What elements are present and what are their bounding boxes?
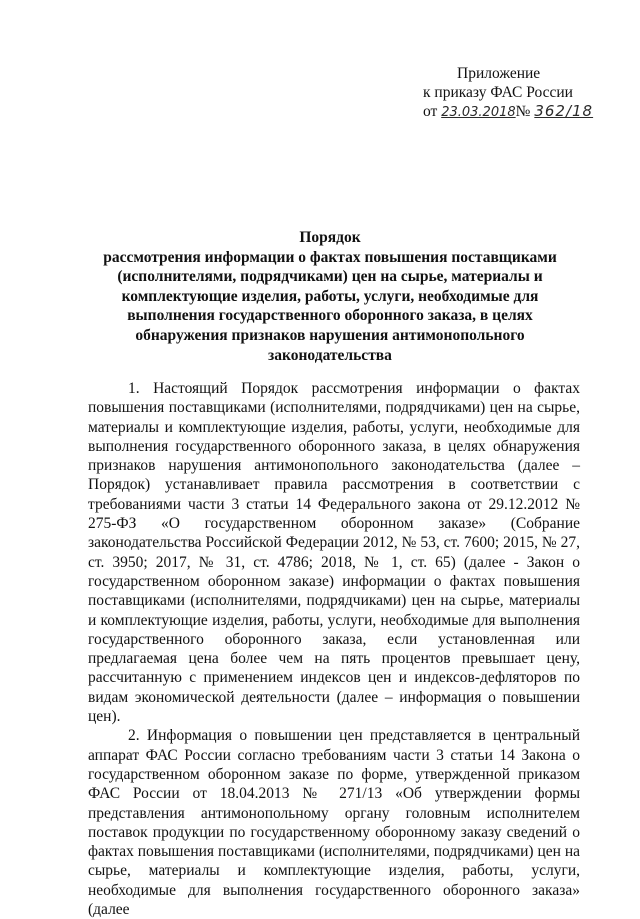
document-title (100, 228, 560, 365)
order-reference: к приказу ФАС России (423, 84, 573, 101)
title-heading: Порядок (299, 229, 361, 246)
title-subtitle: рассмотрения информации о фактах повышения поставщиками (исполнителями, подрядчиками) цен на сырье, материалы и комплектующие изделия, работы, услуги, необходимые для выполнения государственного оборонного заказа, в целях обнаружения признаков нарушения антимонопольного законодательства (103, 248, 557, 364)
number-sign: № (515, 103, 531, 120)
paragraph-2: 2. Информация о повышении цен представляется в центральный аппарат ФАС России согласно требованиям части 3 статьи 14 Закона о государственном оборонном заказе по форме, утвержденной приказом ФАС России от 18.04.2013 № 271/13 «Об утверждении формы представления антимонопольному органу головным исполнителем поставок продукции по государственному оборонному заказу сведений о фактах повышения поставщиками (исполнителями, подрядчиками) цен на сырье, материалы и комплектующие изделия, работы, услуги, необходимые для выполнения государственного оборонного заказа» (далее (88, 727, 580, 919)
paragraph-1: 1. Настоящий Порядок рассмотрения информации о фактах повышения поставщиками (исполнителями, подрядчиками) цен на сырье, материалы и комплектующие изделия, работы, услуги, необходимые для выполнения государственного оборонного заказа, в целях обнаружения признаков нарушения антимонопольного законодательства (далее – Порядок) устанавливает правила рассмотрения в соответствии с требованиями части 3 статьи 14 Федерального закона от 29.12.2012 № 275-ФЗ «О государственном оборонном заказе» (Собрание законодательства Российской Федерации 2012, № 53, ст. 7600; 2015, № 27, ст. 3950; 2017, № 31, ст. 4786; 2018, № 1, ст. 65) (далее - Закон о государственном оборонном заказе) информации о фактах повышения поставщиками (исполнителями, подрядчиками) цен на сырье, материалы и комплектующие изделия, работы, услуги, необходимые для выполнения государственного оборонного заказа, если установленная или предлагаемая цена более чем на пять процентов превышает цену, рассчитанную с применением индексов цен и индексов-дефляторов по видам экономической деятельности (далее – информация о повышении цен). (88, 380, 580, 726)
date-prefix: от (423, 103, 438, 120)
order-date-number (420, 102, 600, 122)
handwritten-date: 23.03.2018 (441, 105, 516, 120)
document-body (88, 379, 580, 919)
appendix-label: Приложение (457, 65, 541, 82)
handwritten-number: 362/18 (534, 102, 594, 120)
appendix-header (420, 64, 600, 122)
